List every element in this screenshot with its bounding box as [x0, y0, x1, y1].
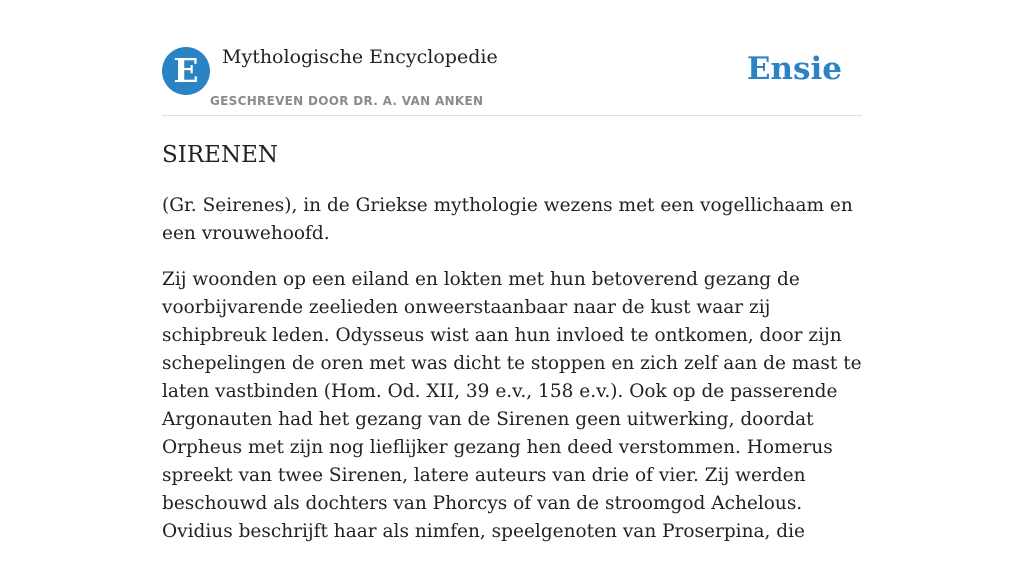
author-line: GESCHREVEN DOOR DR. A. VAN ANKEN [210, 94, 484, 108]
article-title: SIRENEN [162, 142, 278, 168]
header [162, 44, 862, 116]
article-body [162, 192, 862, 564]
brand-logo[interactable]: Ensie [746, 51, 842, 87]
encyclopedia-title[interactable]: Mythologische Encyclopedie [222, 46, 498, 68]
encyclopedia-logo-icon[interactable]: E [162, 47, 210, 95]
header-divider [162, 115, 862, 116]
article-paragraph: Zij woonden op een eiland en lokten met hun betoverend gezang de voorbijvarende zeelieden onweerstaanbaar naar de kust waar zij schipbreuk leden. Odysseus wist aan hun invloed te ontkomen, door zijn schepelingen de oren met was dicht te stoppen en zich zelf aan de mast te laten vastbinden (Hom. Od. XII, 39 e.v., 158 e.v.). Ook op de passerende Argonauten had het gezang van de Sirenen geen uitwerking, doordat Orpheus met zijn nog lieflijker gezang hen deed verstommen. Homerus spreekt van twee Sirenen, latere auteurs van drie of vier. Zij werden beschouwd als dochters van Phorcys of van de stroomgod Achelous. Ovidius beschrijft haar als nimfen, speelgenoten van Proserpina, die [162, 269, 862, 542]
article-paragraph: (Gr. Seirenes), in de Griekse mythologie wezens met een vogellichaam en een vrouwehoofd. [162, 195, 853, 244]
